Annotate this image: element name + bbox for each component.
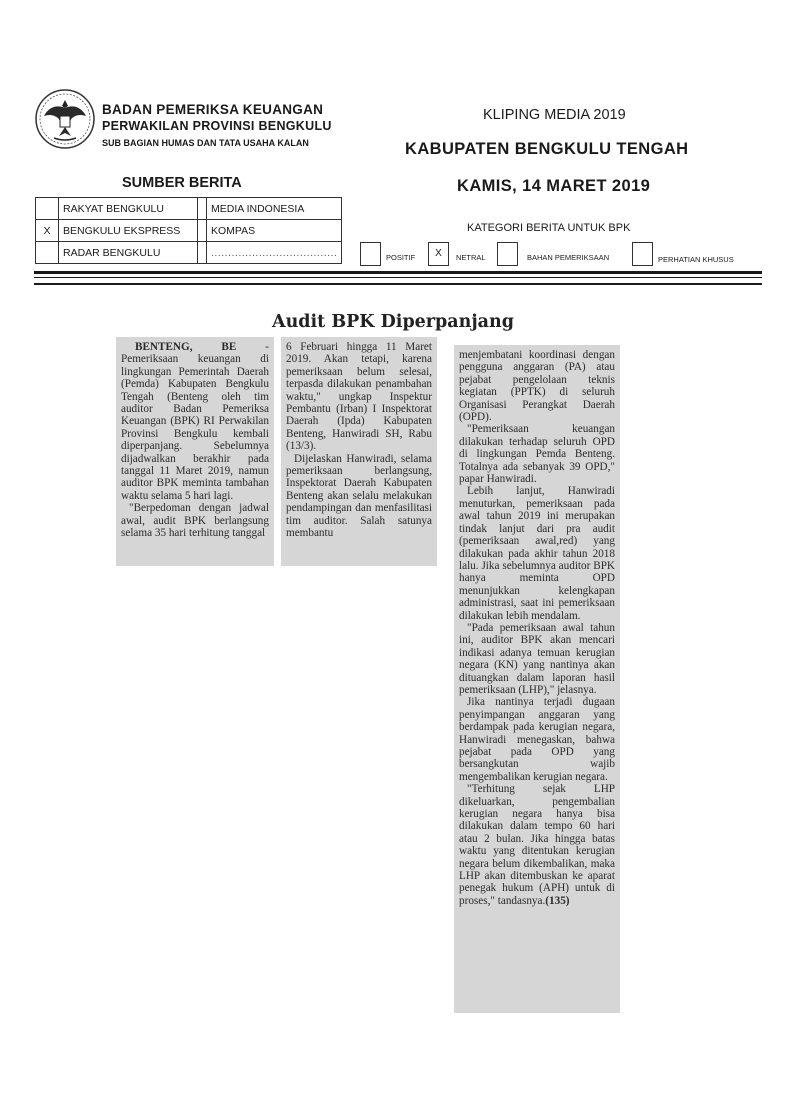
article-column-1 (116, 337, 274, 566)
article-paragraph (459, 783, 615, 907)
source-table (35, 197, 342, 264)
source-name: KOMPAS (207, 220, 342, 242)
source-name: MEDIA INDONESIA (207, 198, 342, 220)
article-paragraph: menjembatani koordinasi dengan pengguna anggaran (PA) atau pejabat pengelolaan teknis kegiatan (PPTK) di seluruh Organisasi Perangkat Daerah (OPD). (459, 349, 615, 424)
header-divider-thick (34, 271, 762, 274)
article-paragraph: "Pemeriksaan keuangan dilakukan terhadap seluruh OPD di lingkungan Pemda Benteng. Totalnya ada sebanyak 39 OPD," papar Hanwiradi. (459, 423, 615, 486)
article-paragraph: 6 Februari hingga 11 Maret 2019. Akan tetapi, karena pemeriksaan belum selesai, terpasda dilakukan penambahan waktu," ungkap Inspektur Pembantu (Irban) I Inspektorat Daerah (Ipda) Kabupaten Benteng, Hanwiradi SH, Rabu (13/3). (286, 341, 432, 453)
date-title: KAMIS, 14 MARET 2019 (457, 177, 651, 195)
header-divider-thin (34, 277, 762, 278)
article-paragraph (121, 341, 269, 502)
article-headline: Audit BPK Diperpanjang (272, 312, 514, 332)
source-name: RADAR BENGKULU (59, 242, 198, 264)
org-division: SUB BAGIAN HUMAS DAN TATA USAHA KALAN (102, 138, 309, 148)
source-mark: X (36, 220, 59, 242)
garuda-emblem-logo (34, 88, 96, 150)
kategori-title: KATEGORI BERITA UNTUK BPK (467, 222, 631, 234)
source-spacer (198, 242, 207, 264)
article-closing-text: "Terhitung sejak LHP dikeluarkan, pengembalian kerugian negara hanya bisa dilakukan dalam tempo 60 hari atau 2 bulan. Jika hingga batas waktu yang ditentukan kerugian negara belum dikembalikan, maka LHP akan ditembuskan ke aparat penegak hukum (APH) untuk di proses," tandasnya. (459, 783, 615, 907)
region-title: KABUPATEN BENGKULU TENGAH (405, 140, 689, 158)
source-row (36, 242, 342, 264)
header-divider-lower (34, 283, 762, 285)
source-blank-line: ..................................... (207, 242, 342, 264)
article-column-2 (281, 337, 437, 566)
source-mark (36, 198, 59, 220)
kategori-checkbox-positif (360, 242, 381, 266)
sumber-berita-title: SUMBER BERITA (122, 175, 242, 191)
kategori-label-netral: NETRAL (456, 253, 486, 262)
kategori-label-perhatian-khusus: PERHATIAN KHUSUS (658, 255, 734, 264)
article-paragraph: Lebih lanjut, Hanwiradi menuturkan, pemeriksaan pada awal tahun 2019 ini merupakan tindak lanjut dari pra audit (pemeriksaan awal,red) yang dilakukan pada akhir tahun 2018 lalu. Jika sebelumnya auditor BPK hanya meminta OPD menunjukkan kelengkapan administrasi, saat ini pemeriksaan dilakukan lebih mendalam. (459, 485, 615, 622)
kategori-checkbox-bahan-pemeriksaan (497, 242, 518, 266)
kategori-checkbox-netral: X (428, 242, 449, 266)
source-row (36, 220, 342, 242)
kategori-label-bahan-pemeriksaan: BAHAN PEMERIKSAAN (527, 253, 610, 262)
org-office: PERWAKILAN PROVINSI BENGKULU (102, 119, 332, 133)
article-signoff: (135) (545, 894, 570, 907)
source-name: RAKYAT BENGKULU (59, 198, 198, 220)
article-paragraph: "Berpedoman dengan jadwal awal, audit BPK berlangsung selama 35 hari terhitung tanggal (121, 502, 269, 540)
source-spacer (198, 198, 207, 220)
source-name: BENGKULU EKSPRESS (59, 220, 198, 242)
article-paragraph: "Pada pemeriksaan awal tahun ini, auditor BPK akan mencari indikasi adanya temuan kerugian negara (KN) yang nantinya akan dituangkan dalam laporan hasil pemeriksaan (LHP)," jelasnya. (459, 621, 615, 696)
source-mark (36, 242, 59, 264)
kategori-checkbox-perhatian-khusus (632, 242, 653, 266)
article-paragraph: Jika nantinya terjadi dugaan penyimpangan anggaran yang berdampak pada kerugian negara, Hanwiradi menegaskan, bahwa pejabat pada OPD yang bersangkutan wajib mengembalikan kerugian negara. (459, 696, 615, 783)
kliping-title: KLIPING MEDIA 2019 (483, 107, 626, 123)
article-column-3 (454, 345, 620, 1013)
kategori-label-positif: POSITIF (386, 253, 416, 262)
article-lead-text: - Pemeriksaan keuangan di lingkungan Pemerintah Daerah (Pemda) Kabupaten Bengkulu Tengah (Benteng oleh tim auditor Badan Pemeriksa Keuangan (BPK) RI Perwakilan Provinsi Bengkulu kembali diperpanjang. Sebelumnya dijadwalkan berakhir pada tanggal 11 Maret 2019, namun auditor BPK meminta tambahan waktu selama 5 hari lagi. (121, 341, 269, 502)
source-spacer (198, 220, 207, 242)
article-dateline: BENTENG, BE (135, 341, 237, 353)
org-name: BADAN PEMERIKSA KEUANGAN (102, 102, 324, 117)
source-row (36, 198, 342, 220)
article-paragraph: Dijelaskan Hanwiradi, selama pemeriksaan berlangsung, Inspektorat Daerah Kabupaten Benteng akan selalu melakukan pendampingan dan menfasilitasi tim auditor. Salah satunya membantu (286, 452, 432, 540)
